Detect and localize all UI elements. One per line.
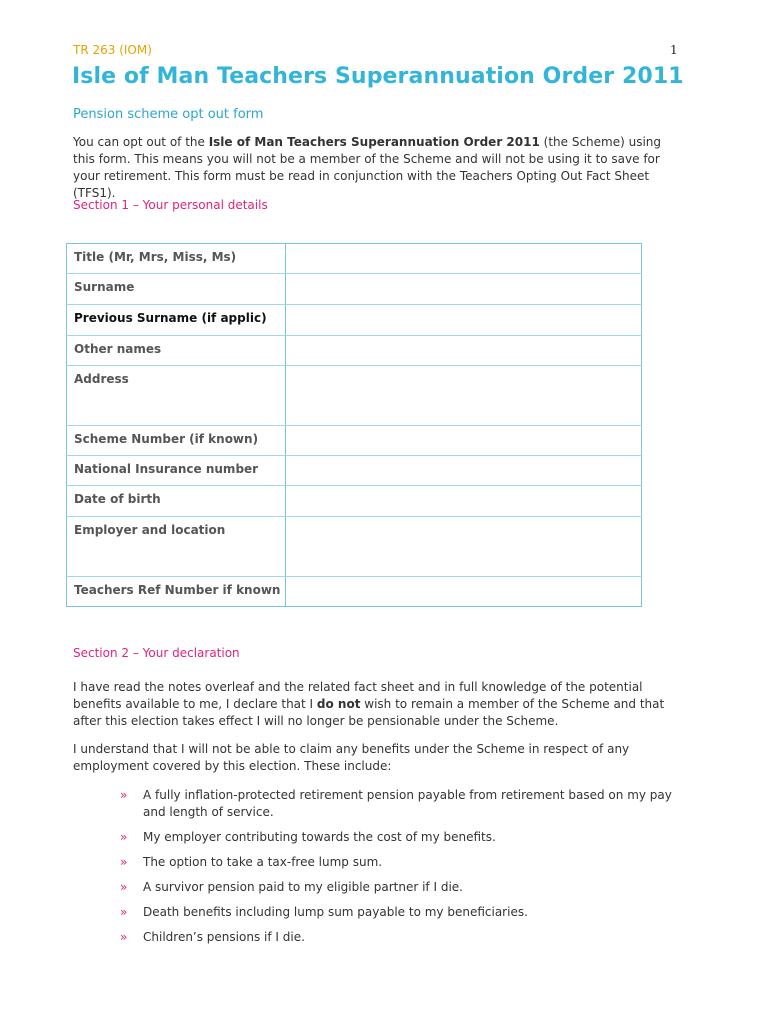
page-title: Isle of Man Teachers Superannuation Order 2011 [72, 64, 684, 89]
table-row [67, 486, 642, 517]
title-field[interactable] [285, 244, 641, 274]
page-number: 1 [670, 43, 678, 57]
field-label-employer: Employer and location [67, 517, 286, 577]
field-label-teachers-ref: Teachers Ref Number if known [67, 577, 286, 607]
address-field[interactable] [285, 366, 641, 426]
field-label-title: Title (Mr, Mrs, Miss, Ms) [67, 244, 286, 274]
intro-text-1: You can opt out of the [73, 135, 209, 149]
list-item [73, 854, 673, 871]
surname-field[interactable] [285, 274, 641, 305]
intro-paragraph [73, 134, 673, 202]
list-item [73, 904, 673, 921]
form-reference: TR 263 (IOM) [73, 43, 152, 57]
list-item [73, 929, 673, 946]
table-row [67, 336, 642, 366]
list-item [73, 787, 673, 821]
section-2-heading: Section 2 – Your declaration [73, 646, 240, 660]
bullet-text: The option to take a tax-free lump sum. [143, 855, 383, 869]
chevron-right-icon: » [120, 930, 128, 944]
chevron-right-icon: » [120, 830, 128, 844]
table-row [67, 577, 642, 607]
declaration-paragraph-2: I understand that I will not be able to claim any benefits under the Scheme in respect of any employment covered by this election. These include: [73, 742, 630, 773]
table-row [67, 244, 642, 274]
intro-text-2: (the Scheme) using this form. This means you will not be a member of the Scheme and will not be using it to save for your retirement. This form must be read in conjunction with the Teachers Opting Out Fact Sheet (TFS1). [73, 135, 662, 200]
bullet-text: A survivor pension paid to my eligible partner if I die. [143, 880, 463, 894]
field-label-surname: Surname [67, 274, 286, 305]
table-row [67, 366, 642, 426]
chevron-right-icon: » [120, 905, 128, 919]
declaration-text-1: I have read the notes overleaf and the related fact sheet and in full knowledge of the potential benefits available to me, I declare that I [73, 680, 643, 711]
previous-surname-field[interactable] [285, 305, 641, 336]
bullet-text: My employer contributing towards the cost of my benefits. [143, 830, 496, 844]
chevron-right-icon: » [120, 855, 128, 869]
field-label-other-names: Other names [67, 336, 286, 366]
teachers-ref-field[interactable] [285, 577, 641, 607]
date-of-birth-field[interactable] [285, 486, 641, 517]
ni-number-field[interactable] [285, 456, 641, 486]
chevron-right-icon: » [120, 880, 128, 894]
table-row [67, 456, 642, 486]
benefits-list [73, 787, 673, 954]
table-row [67, 426, 642, 456]
intro-text-bold: Isle of Man Teachers Superannuation Order 2011 [208, 135, 540, 149]
field-label-previous-surname: Previous Surname (if applic) [67, 305, 286, 336]
table-row [67, 517, 642, 577]
bullet-text: Death benefits including lump sum payable to my beneficiaries. [143, 905, 528, 919]
list-item [73, 829, 673, 846]
declaration-text-bold: do not [316, 697, 361, 711]
employer-field[interactable] [285, 517, 641, 577]
page-subtitle: Pension scheme opt out form [73, 107, 264, 122]
field-label-address: Address [67, 366, 286, 426]
field-label-date-of-birth: Date of birth [67, 486, 286, 517]
scheme-number-field[interactable] [285, 426, 641, 456]
table-row [67, 274, 642, 305]
declaration-paragraph-1 [73, 679, 673, 730]
section-1-heading: Section 1 – Your personal details [73, 198, 268, 212]
chevron-right-icon: » [120, 788, 128, 802]
personal-details-table [66, 243, 642, 607]
field-label-ni-number: National Insurance number [67, 456, 286, 486]
field-label-scheme-number: Scheme Number (if known) [67, 426, 286, 456]
other-names-field[interactable] [285, 336, 641, 366]
bullet-text: A fully inflation-protected retirement pension payable from retirement based on my pay and length of service. [143, 788, 672, 819]
bullet-text: Children’s pensions if I die. [143, 930, 305, 944]
list-item [73, 879, 673, 896]
declaration-text-2: wish to remain a member of the Scheme and that after this election takes effect I will no longer be pensionable under the Scheme. [73, 697, 665, 728]
table-row [67, 305, 642, 336]
